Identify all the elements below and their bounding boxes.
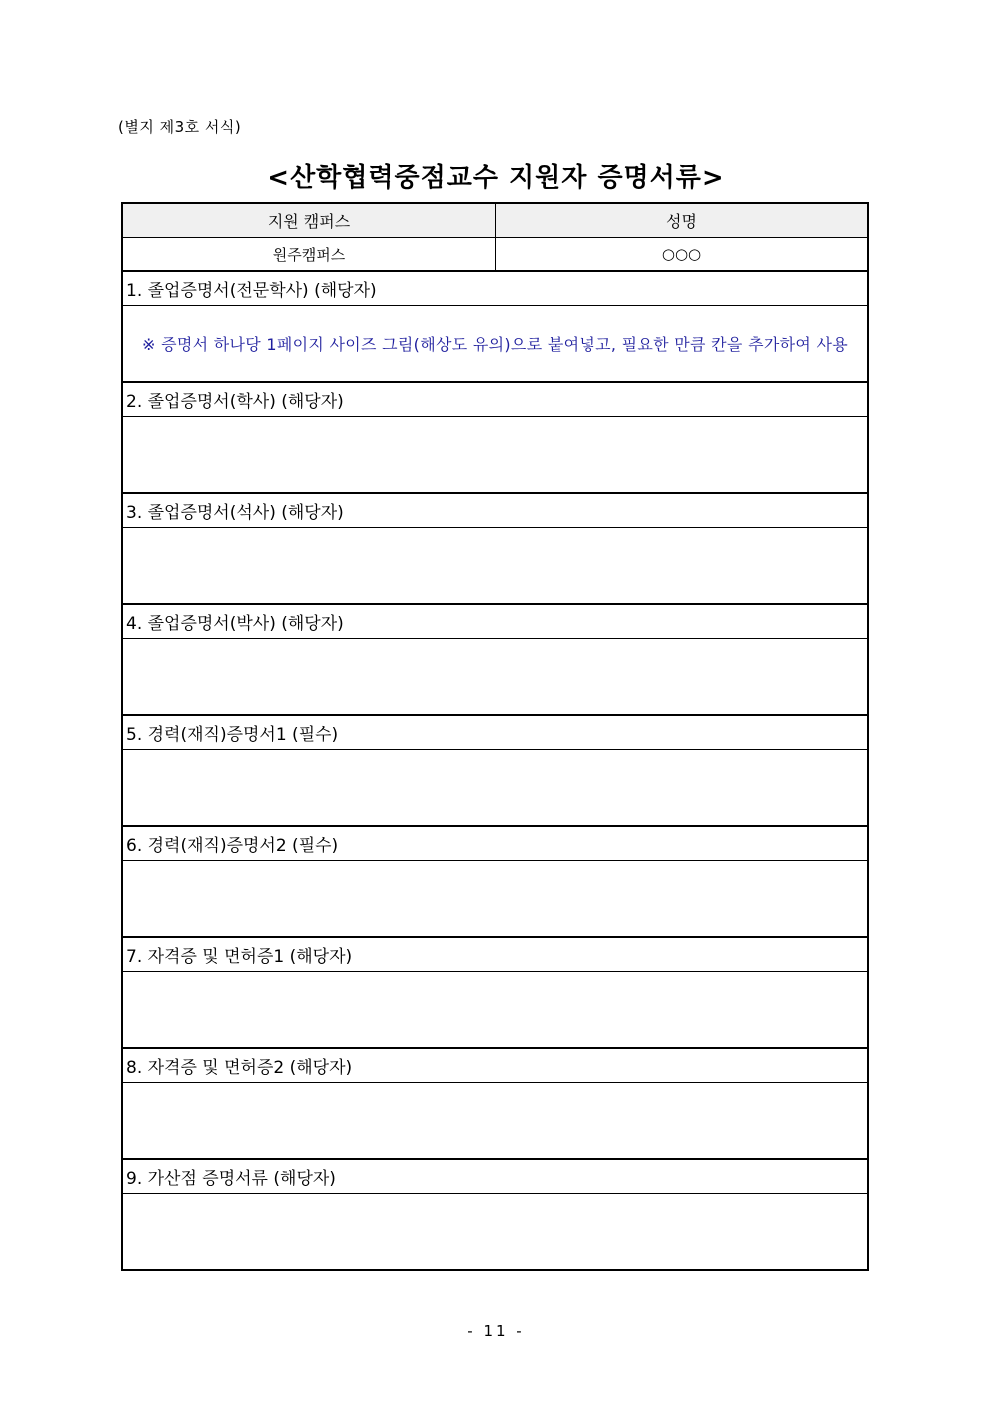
- section-label: 2. 졸업증명서(학사) (해당자): [123, 383, 867, 417]
- section-license-1: [123, 938, 867, 1049]
- document-title: <산학협력중점교수 지원자 증명서류>: [267, 163, 725, 193]
- attachment-area[interactable]: [123, 417, 867, 492]
- name-value: ○○○: [661, 245, 702, 263]
- attachment-area[interactable]: [123, 306, 867, 381]
- section-label: 6. 경력(재직)증명서2 (필수): [123, 827, 867, 861]
- campus-header: 지원 캠퍼스: [123, 204, 496, 237]
- section-label: 7. 자격증 및 면허증1 (해당자): [123, 938, 867, 972]
- attachment-area[interactable]: [123, 639, 867, 714]
- attachment-area[interactable]: [123, 1083, 867, 1158]
- attachment-area[interactable]: [123, 528, 867, 603]
- page-number: - 11 -: [467, 1322, 525, 1340]
- section-employment-cert-2: [123, 827, 867, 938]
- instruction-note: ※ 증명서 하나당 1페이지 사이즈 그림(해상도 유의)으로 붙여넣고, 필요한 만큼 칸을 추가하여 사용: [141, 335, 849, 354]
- form-number-label: (별지 제3호 서식): [118, 118, 242, 136]
- campus-value: 원주캠퍼스: [123, 238, 496, 270]
- section-label: 9. 가산점 증명서류 (해당자): [123, 1160, 867, 1194]
- section-label: 5. 경력(재직)증명서1 (필수): [123, 716, 867, 750]
- applicant-info-header-row: [123, 204, 867, 238]
- applicant-info-value-row: [123, 238, 867, 272]
- section-license-2: [123, 1049, 867, 1160]
- section-bonus-points-docs: [123, 1160, 867, 1269]
- attachment-area[interactable]: [123, 972, 867, 1047]
- section-label: 8. 자격증 및 면허증2 (해당자): [123, 1049, 867, 1083]
- section-diploma-bachelor: [123, 383, 867, 494]
- attachment-area[interactable]: [123, 1194, 867, 1269]
- section-label: 3. 졸업증명서(석사) (해당자): [123, 494, 867, 528]
- section-employment-cert-1: [123, 716, 867, 827]
- attachment-area[interactable]: [123, 750, 867, 825]
- section-diploma-doctor: [123, 605, 867, 716]
- section-label: 4. 졸업증명서(박사) (해당자): [123, 605, 867, 639]
- certificate-form-table: [121, 202, 869, 1271]
- attachment-area[interactable]: [123, 861, 867, 936]
- name-header: 성명: [666, 212, 697, 231]
- section-diploma-master: [123, 494, 867, 605]
- section-diploma-associate: [123, 272, 867, 383]
- section-label: 1. 졸업증명서(전문학사) (해당자): [123, 272, 867, 306]
